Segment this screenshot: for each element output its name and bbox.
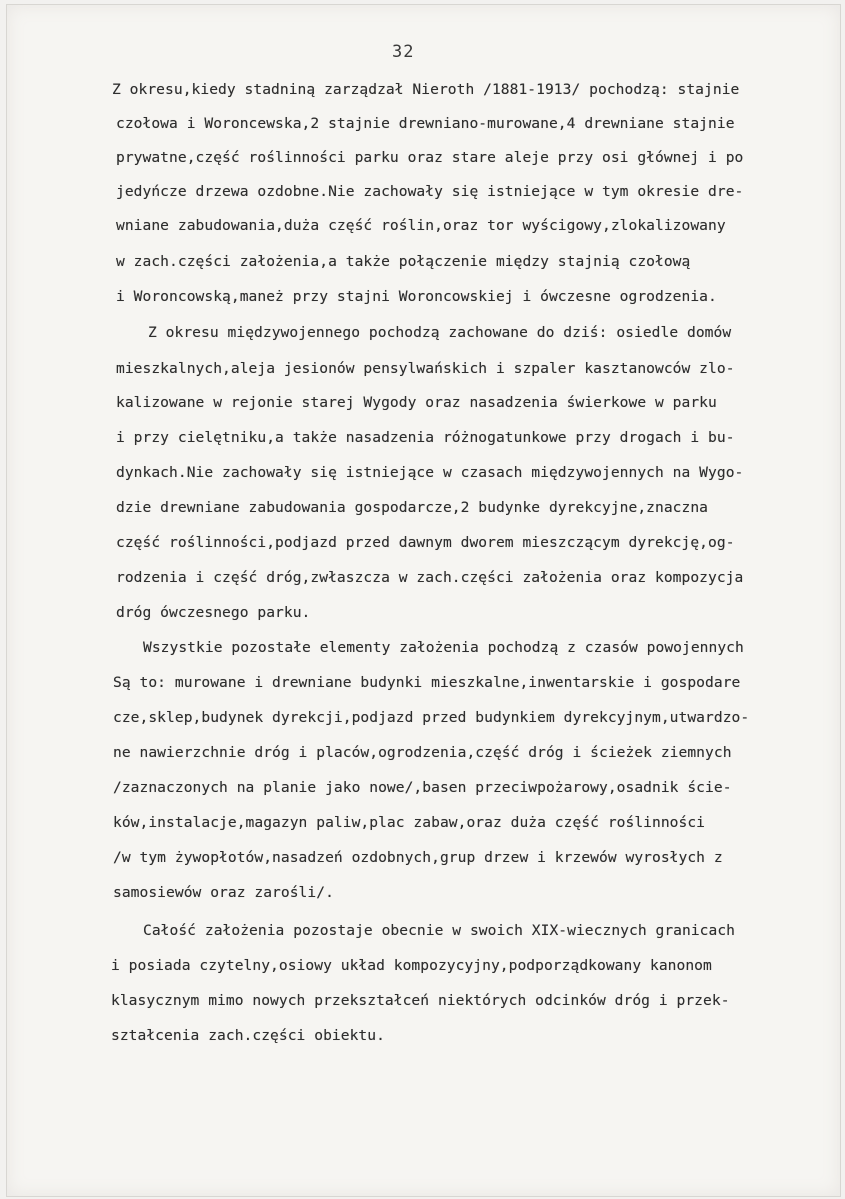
text-line: Są to: murowane i drewniane budynki mieszkalne,inwentarskie i gospodare <box>113 674 741 691</box>
text-line: /zaznaczonych na planie jako nowe/,basen przeciwpożarowy,osadnik ście- <box>113 779 732 796</box>
text-line: ków,instalacje,magazyn paliw,plac zabaw,oraz duża część roślinności <box>113 814 706 831</box>
text-line: Z okresu międzywojennego pochodzą zachowane do dziś: osiedle domów <box>148 324 732 341</box>
text-line: dróg ówczesnego parku. <box>116 604 311 621</box>
text-line: w zach.części założenia,a także połączenie między stajnią czołową <box>116 253 691 270</box>
text-line: samosiewów oraz zarośli/. <box>113 884 334 901</box>
text-line: jedyńcze drzewa ozdobne.Nie zachowały się istniejące w tym okresie dre- <box>116 183 744 200</box>
text-line: dynkach.Nie zachowały się istniejące w czasach międzywojennych na Wygo- <box>116 464 744 481</box>
text-line: mieszkalnych,aleja jesionów pensylwańskich i szpaler kasztanowców zlo- <box>116 360 735 377</box>
text-line: Z okresu,kiedy stadniną zarządzał Nieroth /1881-1913/ pochodzą: stajnie <box>112 81 740 98</box>
text-line: i posiada czytelny,osiowy układ kompozycyjny,podporządkowany kanonom <box>111 957 712 974</box>
text-line: Wszystkie pozostałe elementy założenia pochodzą z czasów powojennych <box>143 639 744 656</box>
text-line: ne nawierzchnie dróg i placów,ogrodzenia,część dróg i ścieżek ziemnych <box>113 744 732 761</box>
text-line: i Woroncowską,maneż przy stajni Woroncowskiej i ówczesne ogrodzenia. <box>116 288 717 305</box>
text-line: /w tym żywopłotów,nasadzeń ozdobnych,grup drzew i krzewów wyrosłych z <box>113 849 723 866</box>
text-line: dzie drewniane zabudowania gospodarcze,2 budynke dyrekcyjne,znaczna <box>116 499 709 516</box>
text-line: i przy cielętniku,a także nasadzenia różnogatunkowe przy drogach i bu- <box>116 429 735 446</box>
page-number: 32 <box>392 42 415 62</box>
text-line: rodzenia i część dróg,zwłaszcza w zach.części założenia oraz kompozycja <box>116 569 744 586</box>
text-line: czołowa i Woroncewska,2 stajnie drewniano-murowane,4 drewniane stajnie <box>116 115 735 132</box>
text-line: prywatne,część roślinności parku oraz stare aleje przy osi głównej i po <box>116 149 744 166</box>
text-line: wniane zabudowania,duża część roślin,oraz tor wyścigowy,zlokalizowany <box>116 217 726 234</box>
text-line: kalizowane w rejonie starej Wygody oraz nasadzenia świerkowe w parku <box>116 394 717 411</box>
text-line: Całość założenia pozostaje obecnie w swoich XIX-wiecznych granicach <box>143 922 736 939</box>
text-line: część roślinności,podjazd przed dawnym dworem mieszczącym dyrekcję,og- <box>116 534 735 551</box>
text-line: ształcenia zach.części obiektu. <box>111 1027 385 1044</box>
text-line: cze,sklep,budynek dyrekcji,podjazd przed budynkiem dyrekcyjnym,utwardzo- <box>113 709 750 726</box>
text-line: klasycznym mimo nowych przekształceń niektórych odcinków dróg i przek- <box>111 992 730 1009</box>
